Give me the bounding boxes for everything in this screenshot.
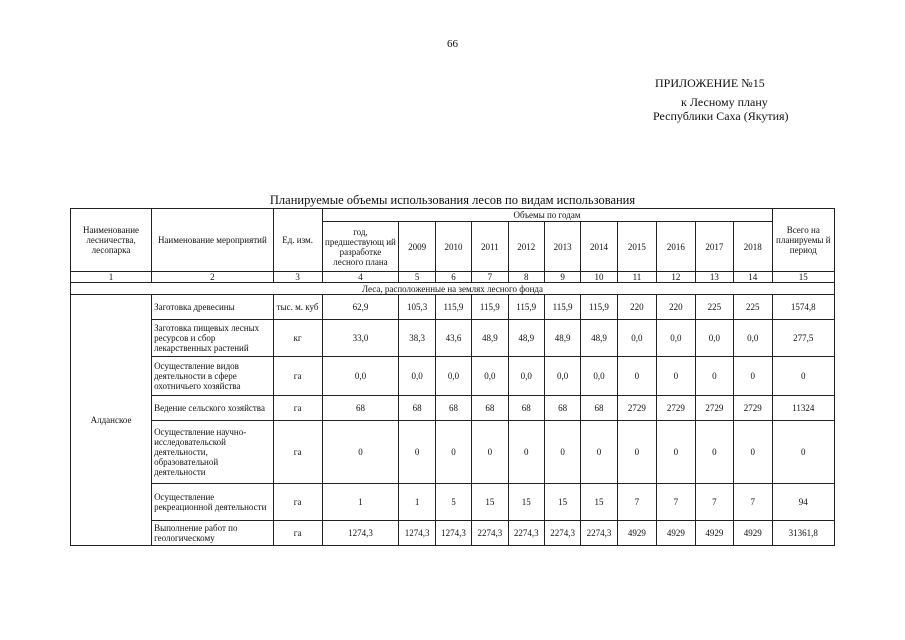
total-value: 31361,8 (772, 521, 834, 546)
header-year: 2014 (581, 222, 617, 272)
appendix-title: ПРИЛОЖЕНИЕ №15 (655, 76, 765, 90)
table-row (71, 320, 835, 357)
total-value: 277,5 (772, 320, 834, 357)
year-value: 7 (657, 484, 695, 521)
year-value: 7 (695, 484, 733, 521)
year-value: 1274,3 (399, 521, 435, 546)
year-value: 0,0 (544, 357, 580, 396)
column-number: 1 (71, 272, 152, 283)
year-value: 115,9 (472, 295, 508, 320)
year-value: 4929 (617, 521, 656, 546)
header-prev-year: год, предшествующ ий разработке лесного плана (322, 222, 399, 272)
header-year: 2016 (657, 222, 695, 272)
column-number: 3 (273, 272, 322, 283)
year-value: 2274,3 (508, 521, 544, 546)
column-number: 7 (472, 272, 508, 283)
table-row (71, 396, 835, 421)
section-title: Леса, расположенные на землях лесного фонда (71, 283, 835, 295)
year-value: 0 (657, 421, 695, 484)
year-value: 38,3 (399, 320, 435, 357)
year-value: 48,9 (508, 320, 544, 357)
header-year: 2012 (508, 222, 544, 272)
year-value: 0,0 (734, 320, 772, 357)
activity-name: Осуществление научно-исследовательской деятельности, образовательной деятельности (152, 421, 274, 484)
header-year: 2011 (472, 222, 508, 272)
prev-year-value: 1 (322, 484, 399, 521)
year-value: 0,0 (581, 357, 617, 396)
year-value: 0 (508, 421, 544, 484)
column-number: 2 (152, 272, 274, 283)
prev-year-value: 68 (322, 396, 399, 421)
year-value: 115,9 (544, 295, 580, 320)
header-forestry: Наименование лесничества, лесопарка (71, 209, 152, 272)
column-number: 11 (617, 272, 656, 283)
year-value: 5 (435, 484, 471, 521)
unit-cell: кг (273, 320, 322, 357)
year-value: 4929 (695, 521, 733, 546)
year-value: 2729 (734, 396, 772, 421)
year-value: 0,0 (472, 357, 508, 396)
header-year: 2009 (399, 222, 435, 272)
column-number: 10 (581, 272, 617, 283)
year-value: 0 (399, 421, 435, 484)
year-value: 0,0 (508, 357, 544, 396)
table-row (71, 357, 835, 396)
unit-cell: га (273, 521, 322, 546)
year-value: 0 (695, 421, 733, 484)
year-value: 1 (399, 484, 435, 521)
column-number: 6 (435, 272, 471, 283)
year-value: 220 (657, 295, 695, 320)
year-value: 2729 (617, 396, 656, 421)
year-value: 0,0 (695, 320, 733, 357)
table-row (71, 295, 835, 320)
column-number: 5 (399, 272, 435, 283)
header-unit: Ед. изм. (273, 209, 322, 272)
table-row (71, 521, 835, 546)
year-value: 2729 (657, 396, 695, 421)
total-value: 11324 (772, 396, 834, 421)
year-value: 0,0 (617, 320, 656, 357)
year-value: 68 (435, 396, 471, 421)
year-value: 15 (581, 484, 617, 521)
table-row (71, 421, 835, 484)
year-value: 225 (695, 295, 733, 320)
year-value: 0,0 (399, 357, 435, 396)
year-value: 68 (399, 396, 435, 421)
activity-name: Осуществление рекреационной деятельности (152, 484, 274, 521)
unit-cell: тыс. м. куб (273, 295, 322, 320)
year-value: 68 (544, 396, 580, 421)
page-number: 66 (447, 38, 458, 50)
year-value: 4929 (734, 521, 772, 546)
year-value: 115,9 (508, 295, 544, 320)
prev-year-value: 62,9 (322, 295, 399, 320)
year-value: 1274,3 (435, 521, 471, 546)
year-value: 43,6 (435, 320, 471, 357)
year-value: 48,9 (544, 320, 580, 357)
year-value: 68 (472, 396, 508, 421)
header-total: Всего на планируемы й период (772, 209, 834, 272)
total-value: 94 (772, 484, 834, 521)
header-activity: Наименование мероприятий (152, 209, 274, 272)
activity-name: Осуществление видов деятельности в сфере охотничьего хозяйства (152, 357, 274, 396)
year-value: 48,9 (581, 320, 617, 357)
year-value: 68 (508, 396, 544, 421)
header-year: 2010 (435, 222, 471, 272)
column-number: 13 (695, 272, 733, 283)
unit-cell: га (273, 357, 322, 396)
year-value: 0,0 (657, 320, 695, 357)
year-value: 4929 (657, 521, 695, 546)
activity-name: Заготовка пищевых лесных ресурсов и сбор лекарственных растений (152, 320, 274, 357)
year-value: 0 (734, 421, 772, 484)
data-rows (71, 295, 835, 546)
header-year: 2018 (734, 222, 772, 272)
year-value: 0 (734, 357, 772, 396)
year-value: 7 (734, 484, 772, 521)
table-row (71, 484, 835, 521)
prev-year-value: 0 (322, 421, 399, 484)
total-value: 0 (772, 421, 834, 484)
planned-volumes-table (70, 208, 835, 546)
column-number: 14 (734, 272, 772, 283)
activity-name: Выполнение работ по геологическому (152, 521, 274, 546)
year-value: 115,9 (581, 295, 617, 320)
table-title: Планируемые объемы использования лесов по видам использования (269, 193, 636, 207)
year-value: 0 (544, 421, 580, 484)
unit-cell: га (273, 484, 322, 521)
year-value: 68 (581, 396, 617, 421)
header-year: 2017 (695, 222, 733, 272)
activity-name: Ведение сельского хозяйства (152, 396, 274, 421)
year-value: 115,9 (435, 295, 471, 320)
unit-cell: га (273, 421, 322, 484)
total-value: 1574,8 (772, 295, 834, 320)
year-value: 0 (435, 421, 471, 484)
year-value: 105,3 (399, 295, 435, 320)
year-value: 0 (695, 357, 733, 396)
header-year: 2015 (617, 222, 656, 272)
column-number: 9 (544, 272, 580, 283)
year-value: 48,9 (472, 320, 508, 357)
year-value: 0 (472, 421, 508, 484)
year-value: 15 (472, 484, 508, 521)
year-value: 225 (734, 295, 772, 320)
year-value: 7 (617, 484, 656, 521)
year-value: 0 (617, 421, 656, 484)
forestry-name: Алданское (71, 295, 152, 546)
year-value: 15 (508, 484, 544, 521)
column-number: 8 (508, 272, 544, 283)
prev-year-value: 0,0 (322, 357, 399, 396)
prev-year-value: 1274,3 (322, 521, 399, 546)
column-number: 4 (322, 272, 399, 283)
column-number: 12 (657, 272, 695, 283)
header-volumes-by-year: Объемы по годам (322, 209, 772, 222)
year-value: 2729 (695, 396, 733, 421)
year-value: 2274,3 (544, 521, 580, 546)
unit-cell: га (273, 396, 322, 421)
header-year: 2013 (544, 222, 580, 272)
year-value: 15 (544, 484, 580, 521)
year-value: 2274,3 (472, 521, 508, 546)
prev-year-value: 33,0 (322, 320, 399, 357)
column-number: 15 (772, 272, 834, 283)
year-value: 2274,3 (581, 521, 617, 546)
appendix-line-1: к Лесному плану (681, 95, 768, 109)
appendix-line-2: Республики Саха (Якутия) (653, 109, 789, 123)
year-value: 220 (617, 295, 656, 320)
total-value: 0 (772, 357, 834, 396)
year-value: 0 (657, 357, 695, 396)
year-value: 0 (617, 357, 656, 396)
year-value: 0,0 (435, 357, 471, 396)
activity-name: Заготовка древесины (152, 295, 274, 320)
year-value: 0 (581, 421, 617, 484)
